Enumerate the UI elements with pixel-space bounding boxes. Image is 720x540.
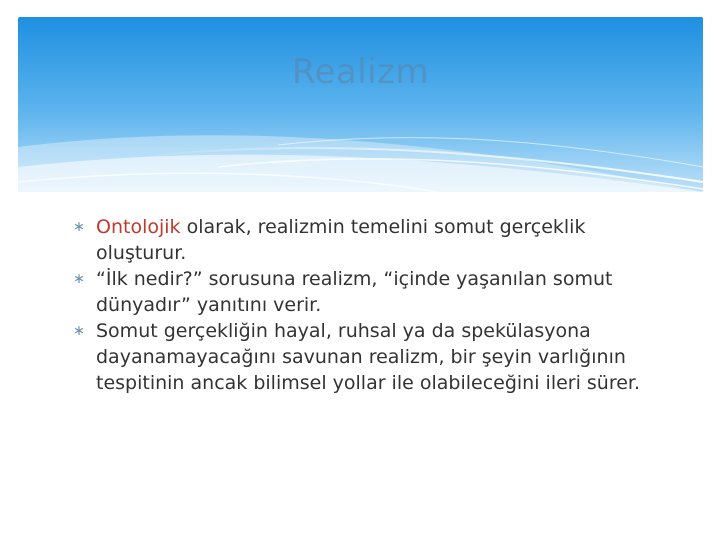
asterisk-bullet-icon: ∗	[73, 219, 85, 235]
asterisk-bullet-icon: ∗	[73, 323, 85, 339]
bullet-text: olarak, realizmin temelini somut gerçeklik oluşturur.	[96, 216, 586, 264]
slide-title: Realizm	[291, 52, 430, 92]
highlighted-term: Ontolojik	[96, 216, 181, 238]
bullet-item	[72, 318, 672, 396]
bullet-item	[72, 266, 672, 318]
header-wave-graphic	[18, 17, 703, 192]
header-band	[18, 17, 703, 192]
asterisk-bullet-icon: ∗	[73, 271, 85, 287]
bullet-list	[72, 214, 672, 396]
bullet-item	[72, 214, 672, 266]
bullet-text: “İlk nedir?” sorusuna realizm, “içinde yaşanılan somut dünyadır” yanıtını verir.	[96, 268, 613, 316]
bullet-text: Somut gerçekliğin hayal, ruhsal ya da spekülasyona dayanamayacağını savunan realizm, bir şeyin varlığının tespitinin ancak bilimsel yollar ile olabileceğini ileri sürer.	[96, 320, 641, 394]
